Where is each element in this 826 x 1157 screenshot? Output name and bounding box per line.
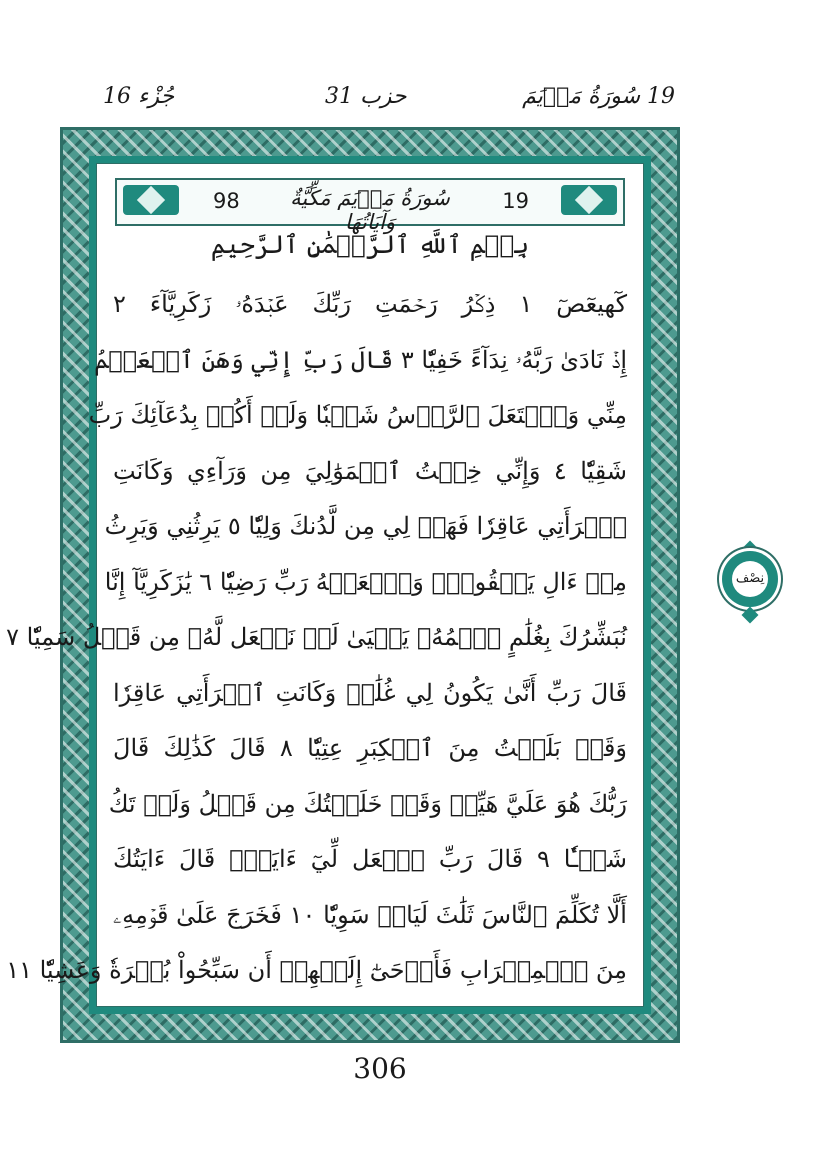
page-header xyxy=(95,78,675,118)
text-line: شَيۡـٔٗا ٩ قَالَ رَبِّ ٱجۡعَل لِّيٓ ءَايَةٗۖ قَالَ ءَايَتُكَ xyxy=(113,845,628,873)
basmala: بِسۡمِ ٱللَّهِ ٱلرَّحۡمَٰنِ ٱلرَّحِيمِ xyxy=(210,230,530,259)
ayah-count: 98 xyxy=(213,189,240,213)
text-line: رَبُّكَ هُوَ عَلَيَّ هَيِّنٞ وَقَدۡ خَلَقۡتُكَ مِن قَبۡلُ وَلَمۡ تَكُ xyxy=(108,789,627,818)
text-line: مِنِّي وَٱشۡتَعَلَ ٱلرَّأۡسُ شَيۡبٗا وَلَمۡ أَكُنۢ بِدُعَآئِكَ رَبِّ xyxy=(88,401,627,429)
ornamental-frame xyxy=(6,127,680,1043)
text-line: أَلَّا تُكَلِّمَ ٱلنَّاسَ ثَلَٰثَ لَيَالٖ سَوِيّٗا ١٠ فَخَرَجَ عَلَىٰ قَوۡمِهِۦ xyxy=(113,900,627,929)
page-number: 306 xyxy=(353,1052,407,1085)
surah-number: 19 xyxy=(502,189,529,213)
header-surah-name: 19 سُورَةُ مَرۡيَمَ xyxy=(522,84,675,109)
verse-lines xyxy=(6,277,628,999)
text-line: ٱمۡرَأَتِي عَاقِرٗا فَهَبۡ لِي مِن لَّدُنكَ وَلِيّٗا ٥ يَرِثُنِي وَيَرِثُ xyxy=(104,512,627,540)
text-line: شَقِيّٗا ٤ وَإِنِّي خِفۡتُ ٱلۡمَوَٰلِيَ مِن وَرَآءِي وَكَانَتِ xyxy=(113,456,627,485)
surah-title-band xyxy=(115,178,625,234)
marker-label: نِصْف xyxy=(732,561,768,597)
surah-title: سُورَةُ مَرۡيَمَ مَكِّيَّةٌ وَآيَاتُهَا xyxy=(290,186,450,234)
marker-tip-bottom xyxy=(742,607,759,624)
text-area xyxy=(6,163,644,1007)
text-line: وَقَدۡ بَلَغۡتُ مِنَ ٱلۡكِبَرِ عِتِيّٗا ٨ قَالَ كَذَٰلِكَ قَالَ xyxy=(113,734,627,762)
text-line: نُبَشِّرُكَ بِغُلَٰمٍ ٱسۡمُهُۥ يَحۡيَىٰ لَمۡ نَجۡعَل لَّهُۥ مِن قَبۡلُ سَمِيّٗا ٧ xyxy=(6,623,627,651)
ornament-right-icon xyxy=(561,185,617,215)
text-line: كٓهيعٓصٓ ١ ذِكۡرُ رَحۡمَتِ رَبِّكَ عَبۡدَهُۥ زَكَرِيَّآءَ ٢ xyxy=(113,290,628,318)
header-juz: جُزْء 16 xyxy=(103,84,175,109)
nisf-marker-icon xyxy=(718,543,782,623)
text-line: قَالَ رَبِّ أَنَّىٰ يَكُونُ لِي غُلَٰمٞ وَكَانَتِ ٱمۡرَأَتِي عَاقِرٗا xyxy=(113,678,627,707)
header-hizb: حزب 31 xyxy=(325,84,407,109)
text-line: مِنَ ٱلۡمِحۡرَابِ فَأَوۡحَىٰٓ إِلَيۡهِمۡ أَن سَبِّحُواْ بُكۡرَةٗ وَعَشِيّٗا ١١ xyxy=(6,956,627,984)
text-line: إِذۡ نَادَىٰ رَبَّهُۥ نِدَآءً خَفِيّٗا ٣ قَالَ رَبِّ إِنِّي وَهَنَ ٱلۡعَظۡمُ xyxy=(94,345,627,374)
text-line: مِنۡ ءَالِ يَعۡقُوبَۖ وَٱجۡعَلۡهُ رَبِّ رَضِيّٗا ٦ يَٰزَكَرِيَّآ إِنَّا xyxy=(104,567,627,596)
ornament-left-icon xyxy=(123,185,179,215)
